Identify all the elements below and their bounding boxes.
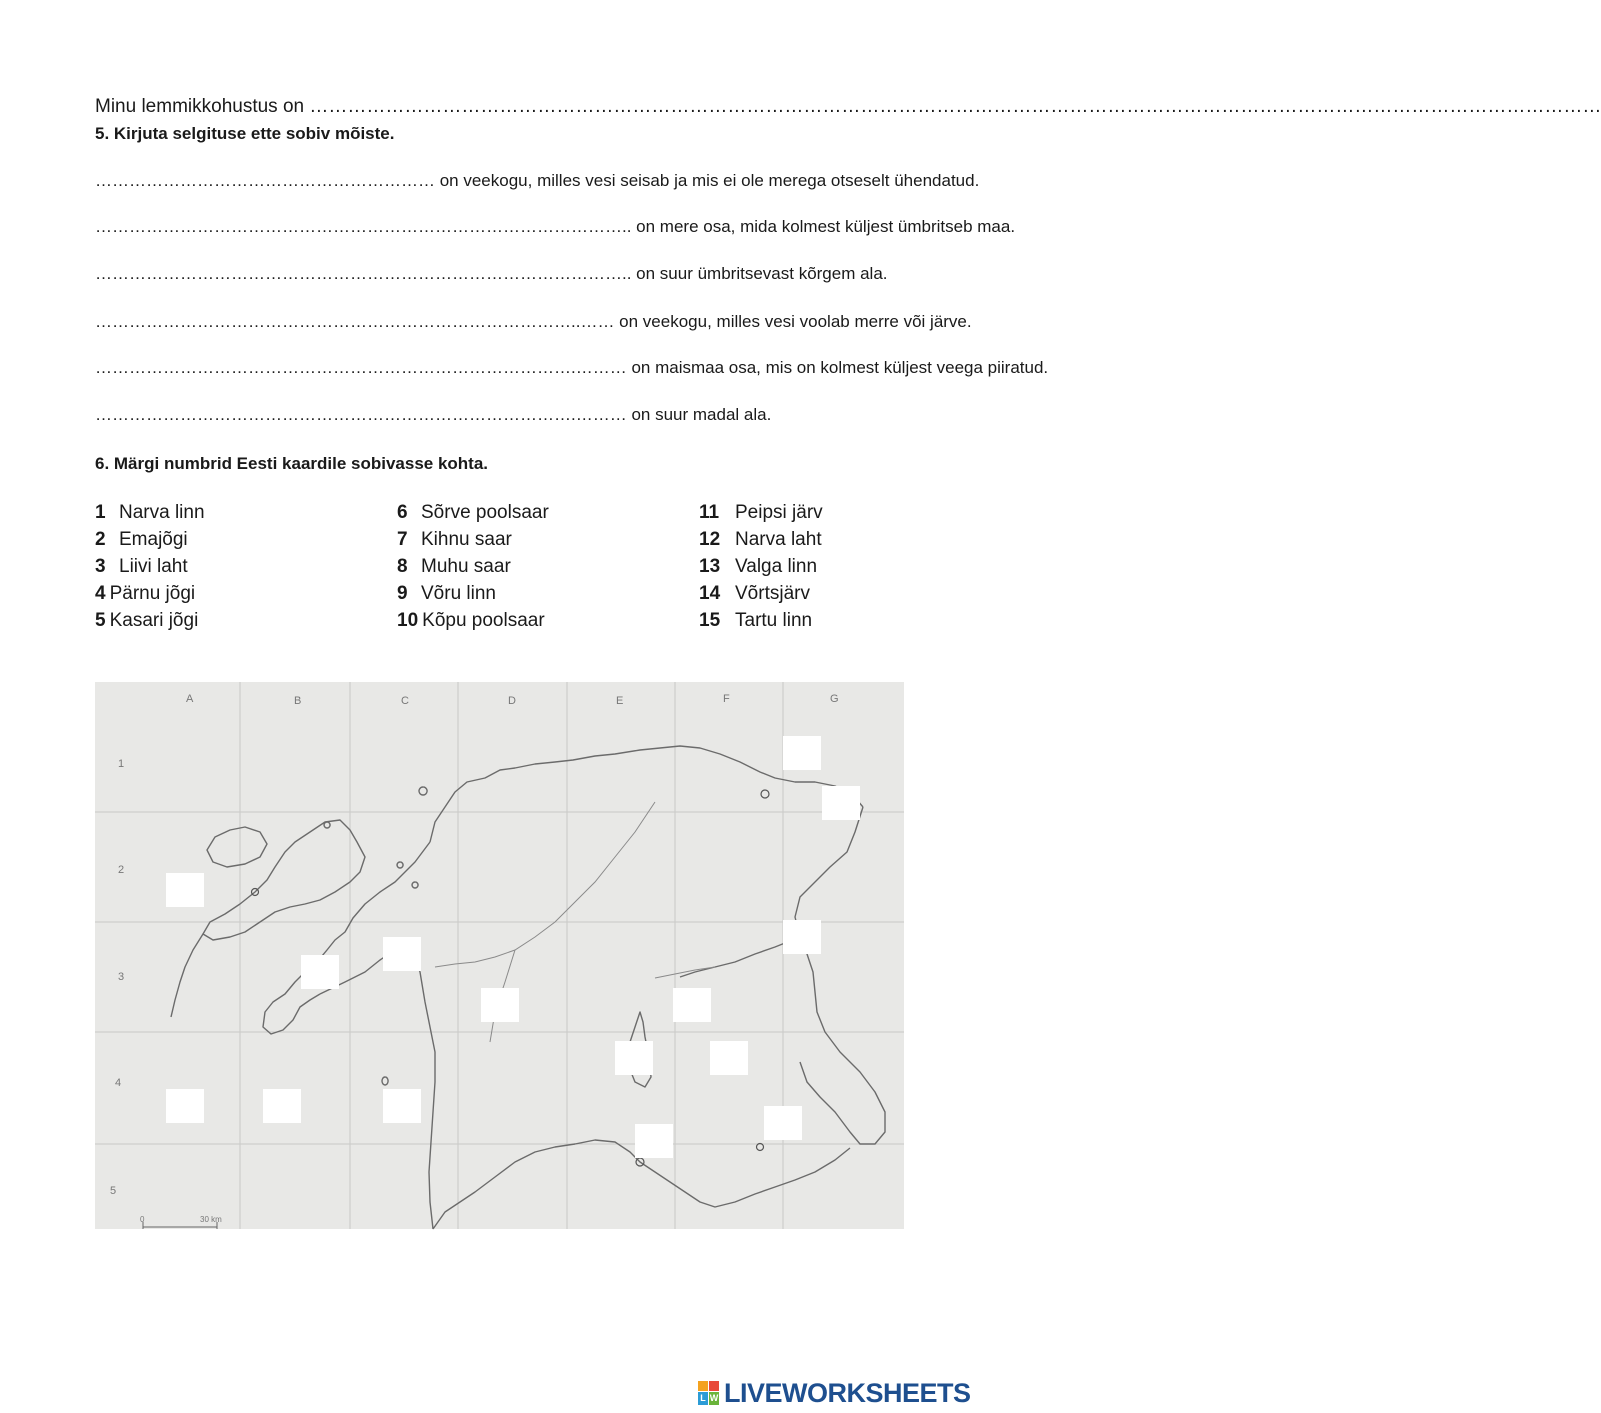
definition-line-1 [95,171,979,191]
definition-line-6 [95,405,771,425]
legend-name: Emajõgi [119,529,188,550]
legend-number: 14 [699,583,721,604]
legend-number: 10 [397,610,419,631]
answer-box[interactable] [635,1124,673,1158]
legend-name: Peipsi järv [735,502,823,523]
legend-number: 6 [397,502,408,523]
grid-row-label: 3 [118,971,125,983]
answer-blank[interactable]: …………………………………………………… [95,171,435,190]
legend-name: Liivi laht [119,556,188,577]
legend-item [95,502,205,529]
legend-number: 11 [699,502,720,523]
legend-number: 8 [397,556,408,577]
answer-box[interactable] [263,1089,301,1123]
scale-label: 30 km [200,1215,222,1224]
legend-name: Võru linn [421,583,496,604]
legend-number: 5 [95,610,106,631]
legend-name: Valga linn [735,556,818,577]
answer-blank[interactable]: …………………………………………………………………………..…… [95,312,615,331]
legend-name: Kihnu saar [421,529,512,550]
grid-row-label: 5 [110,1185,117,1197]
legend-item [397,556,549,583]
grid-row-label: 1 [118,758,125,770]
legend-column-1 [95,502,205,637]
logo-icon [698,1378,720,1408]
legend-item [397,583,549,610]
grid-col-label: C [401,695,409,707]
answer-box[interactable] [301,955,339,989]
legend-name: Sõrve poolsaar [421,502,549,523]
answer-box[interactable] [166,873,204,907]
answer-box[interactable] [673,988,711,1022]
legend-item [95,556,205,583]
answer-box[interactable] [764,1106,802,1140]
answer-box[interactable] [710,1041,748,1075]
legend-item [699,529,823,556]
definition-line-4 [95,312,972,332]
definition-line-2 [95,217,1015,237]
logo-mark-letter: W [709,1393,719,1403]
liveworksheets-logo [698,1376,971,1410]
grid-row-label: 4 [115,1077,122,1089]
definition-text: on suur ümbritsevast kõrgem ala. [631,264,888,283]
legend-item [699,502,823,529]
legend-number: 13 [699,556,721,577]
legend-number: 12 [699,529,721,550]
legend-name: Narva linn [119,502,205,523]
coastline [171,746,885,1229]
grid-col-label: D [508,695,516,707]
legend-item [397,529,549,556]
grid-col-label: F [723,693,730,705]
estonia-map [95,682,904,1229]
definition-text: on veekogu, milles vesi voolab merre või järve. [614,312,972,331]
legend-number: 2 [95,529,106,550]
legend-number: 1 [95,502,106,523]
scale-label: 0 [140,1215,145,1224]
legend-name: Kõpu poolsaar [422,610,545,631]
definition-line-5 [95,358,1048,378]
answer-box[interactable] [615,1041,653,1075]
grid-col-label: A [186,693,194,705]
legend-number: 4 [95,583,106,604]
legend-item [397,502,549,529]
legend-item [95,529,205,556]
legend-item [95,583,205,610]
logo-mark-letter: L [698,1392,708,1405]
legend-item [699,610,823,637]
answer-box[interactable] [383,1089,421,1123]
answer-blank[interactable]: ………………………………………………………………………….……… [95,358,627,377]
legend-item [699,583,823,610]
answer-box[interactable] [383,937,421,971]
task6-heading: 6. Märgi numbrid Eesti kaardile sobivasse kohta. [95,454,489,473]
legend-number: 9 [397,583,408,604]
task5-heading: 5. Kirjuta selgituse ette sobiv mõiste. [95,124,395,143]
legend-name: Narva laht [735,529,822,550]
legend-item [699,556,823,583]
legend-name: Tartu linn [735,610,813,631]
legend-item [397,610,549,637]
intro-line: Minu lemmikkohustus on …………………………………………………………………………………………………………………………………………………………………………………… [95,96,1601,117]
definition-text: on suur madal ala. [626,405,772,424]
legend-name: Muhu saar [421,556,511,577]
legend-column-2 [397,502,549,637]
legend-number: 7 [397,529,408,550]
answer-box[interactable] [481,988,519,1022]
legend-name: Võrtsjärv [735,583,810,604]
grid-col-label: E [616,695,624,707]
logo-text: LIVEWORKSHEETS [724,1377,971,1408]
answer-blank[interactable]: ………………………………………………………………………….……… [95,405,627,424]
answer-box[interactable] [166,1089,204,1123]
definition-text: on mere osa, mida kolmest küljest ümbritseb maa. [631,217,1016,236]
legend-number: 3 [95,556,106,577]
definition-text: on veekogu, milles vesi seisab ja mis ei ole merega otseselt ühendatud. [435,171,980,190]
definition-line-3 [95,264,888,284]
legend-name: Kasari jõgi [109,610,199,631]
answer-box[interactable] [822,786,860,820]
legend-column-3 [699,502,823,637]
definition-text: on maismaa osa, mis on kolmest küljest veega piiratud. [626,358,1049,377]
answer-box[interactable] [783,920,821,954]
answer-blank[interactable]: ………………………………………………………………………………….. [95,217,632,236]
grid-col-label: B [294,695,302,707]
answer-blank[interactable]: ………………………………………………………………………………….. [95,264,632,283]
answer-box[interactable] [783,736,821,770]
legend-number: 15 [699,610,721,631]
grid-col-label: G [830,693,839,705]
grid-row-label: 2 [118,864,125,876]
legend-name: Pärnu jõgi [109,583,196,604]
legend-item [95,610,205,637]
